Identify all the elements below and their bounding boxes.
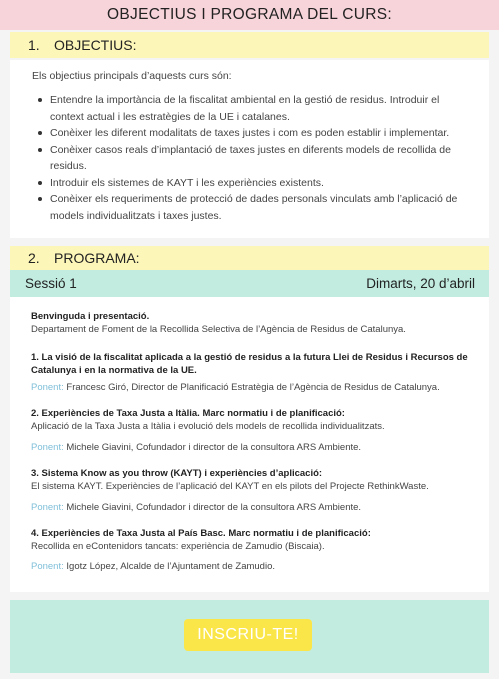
ponent-name: Francesc Giró, Director de Planificació Estratègia de l’Agència de Residus de Catalunya. <box>66 382 440 393</box>
bullet-text: Conèixer els requeriments de protecció de dades personals vinculats amb l’aplicació de models individualitzats i taxes justes. <box>50 193 458 222</box>
ponent-name: Igotz López, Alcalde de l’Ajuntament de Zamudio. <box>66 561 275 572</box>
program-item-title: 4. Experiències de Taxa Justa al País Basc. Marc normatiu i de planificació: <box>31 528 371 539</box>
ponent-label: Ponent: <box>31 442 64 453</box>
session-label: Sessió 1 <box>25 276 77 291</box>
bullet-icon <box>38 197 42 201</box>
program-item-title: Benvinguda i presentació. <box>31 311 150 322</box>
session-date: Dimarts, 20 d’abril <box>366 276 475 291</box>
objectius-intro: Els objectius principals d’aquests curs són: <box>32 70 232 82</box>
ponent-line <box>31 561 275 572</box>
program-item-desc: El sistema KAYT. Experiències de l’aplicació del KAYT en els pilots del Projecte RethinkWaste. <box>31 480 429 492</box>
objectius-content <box>10 60 489 238</box>
bullet-icon <box>38 148 42 152</box>
list-item <box>38 175 472 192</box>
bullet-icon <box>38 181 42 185</box>
program-item-desc: Departament de Foment de la Recollida Selectiva de l’Agència de Residus de Catalunya. <box>31 323 406 335</box>
ponent-line <box>31 442 361 453</box>
list-item <box>38 191 472 224</box>
page-title: OBJECTIUS I PROGRAMA DEL CURS: <box>0 0 499 30</box>
bullet-text: Conèixer les diferent modalitats de taxes justes i com es poden establir i implementar. <box>50 127 450 139</box>
section-heading: OBJECTIUS: <box>54 37 137 53</box>
bullet-text: Entendre la importància de la fiscalitat ambiental en la gestió de residus. Introduir el context actual i les estratègies de la UE i catalanes. <box>50 94 440 123</box>
objectius-section-header <box>10 32 489 58</box>
bullet-text: Conèixer casos reals d’implantació de taxes justes en diferents models de recollida de residus. <box>50 143 451 172</box>
section-number: 2. <box>28 250 40 266</box>
program-item <box>31 408 471 433</box>
list-item <box>38 92 472 125</box>
list-item <box>38 125 472 142</box>
program-item-title: 1. La visió de la fiscalitat aplicada a la gestió de residus a la futura Llei de Residus i Recursos de Catalunya i en la normativa de la UE. <box>31 352 468 376</box>
signup-button[interactable]: INSCRIU-TE! <box>184 619 312 651</box>
bullet-icon <box>38 131 42 135</box>
ponent-label: Ponent: <box>31 561 64 572</box>
bullet-icon <box>38 98 42 102</box>
ponent-name: Michele Giavini, Cofundador i director de la consultora ARS Ambiente. <box>66 442 362 453</box>
footer <box>10 600 489 673</box>
ponent-label: Ponent: <box>31 382 64 393</box>
ponent-line <box>31 502 361 513</box>
section-number: 1. <box>28 37 40 53</box>
session-bar <box>10 270 489 297</box>
objectius-list <box>38 92 472 224</box>
program-item <box>31 528 471 553</box>
section-heading: PROGRAMA: <box>54 250 140 266</box>
programa-content <box>10 297 489 592</box>
bullet-text: Introduir els sistemes de KAYT i les experiències existents. <box>50 176 324 189</box>
program-item-desc: Aplicació de la Taxa Justa a Itàlia i evolució dels models de recollida individualitzats. <box>31 420 385 432</box>
program-item <box>31 352 471 377</box>
programa-section-header <box>10 246 489 270</box>
program-item-title: 2. Experiències de Taxa Justa a Itàlia. Marc normatiu i de planificació: <box>31 408 345 419</box>
program-item-desc: Recollida en eContenidors tancats: experiència de Zamudio (Biscaia). <box>31 540 325 552</box>
ponent-line <box>31 382 440 393</box>
program-item-title: 3. Sistema Know as you throw (KAYT) i experiències d’aplicació: <box>31 468 323 479</box>
list-item <box>38 142 472 175</box>
program-item <box>31 311 471 336</box>
ponent-name: Michele Giavini, Cofundador i director de la consultora ARS Ambiente. <box>66 502 362 513</box>
ponent-label: Ponent: <box>31 502 64 513</box>
program-item <box>31 468 471 493</box>
